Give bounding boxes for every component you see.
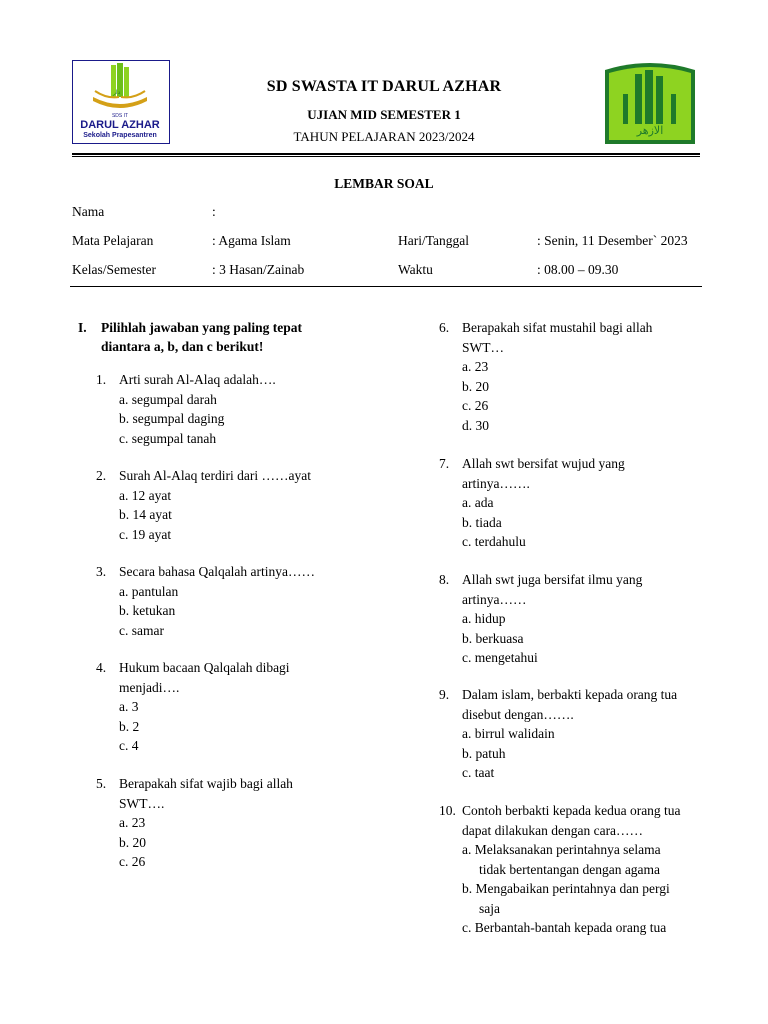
answer-option: b. 20 — [119, 834, 146, 850]
question-text: Berapakah sifat wajib bagi allah — [119, 776, 293, 791]
answer-option: a. 23 — [462, 359, 489, 374]
answer-option: c. 4 — [119, 738, 139, 753]
question-text: artinya……. — [462, 475, 530, 491]
answer-option: a. hidup — [462, 611, 506, 626]
answer-option: b. 2 — [119, 718, 140, 734]
answer-option: c. samar — [119, 622, 164, 638]
answer-option: c. mengetahui — [462, 650, 538, 665]
question-number: 10. — [439, 803, 456, 818]
mapel-value: : Agama Islam — [212, 233, 291, 248]
svg-text:DARUL AZHAR: DARUL AZHAR — [80, 119, 160, 131]
answer-option: a. 23 — [119, 815, 146, 830]
answer-option: c. 26 — [462, 398, 489, 413]
answer-option: d. 30 — [462, 417, 489, 433]
svg-text:Sekolah Prapesantren: Sekolah Prapesantren — [83, 132, 157, 139]
question-number: 6. — [439, 320, 450, 335]
question-number: 4. — [96, 660, 107, 675]
question-text: SWT…. — [119, 795, 165, 811]
answer-option: c. 26 — [119, 854, 146, 869]
answer-option: b. berkuasa — [462, 630, 524, 646]
question-text: dapat dilakukan dengan cara…… — [462, 822, 644, 838]
answer-option: a. pantulan — [119, 583, 179, 599]
question-text: Secara bahasa Qalqalah artinya…… — [119, 564, 316, 579]
question-text: artinya…… — [462, 591, 527, 607]
section-instruction-line1: Pilihlah jawaban yang paling tepat — [101, 320, 303, 335]
answer-option: b. segumpal daging — [119, 411, 225, 426]
answer-option: c. taat — [462, 765, 495, 780]
mapel-label: Mata Pelajaran — [72, 233, 154, 248]
kelas-label: Kelas/Semester — [72, 262, 156, 277]
answer-option: tidak bertentangan dengan agama — [479, 861, 661, 877]
answer-option: b. ketukan — [119, 603, 176, 618]
info-divider — [70, 286, 702, 287]
question-number: 2. — [96, 468, 107, 483]
question-text: Contoh berbakti kepada kedua orang tua — [462, 803, 681, 818]
question-text: Dalam islam, berbakti kepada orang tua — [462, 687, 678, 702]
question-text: Berapakah sifat mustahil bagi allah — [462, 320, 653, 335]
hari-value: : Senin, 11 Desember` 2023 — [537, 233, 688, 248]
question-text: Allah swt bersifat wujud yang — [462, 456, 625, 471]
question-text: Allah swt juga bersifat ilmu yang — [462, 572, 643, 587]
answer-option: c. Berbantah-bantah kepada orang tua — [462, 920, 667, 935]
answer-option: a. 3 — [119, 699, 139, 714]
question-text: SWT… — [462, 339, 504, 355]
answer-option: b. tiada — [462, 514, 502, 530]
answer-option: b. patuh — [462, 745, 506, 761]
section-instruction-line2: diantara a, b, dan c berikut! — [101, 339, 264, 354]
answer-option: c. terdahulu — [462, 534, 526, 549]
answer-option: c. segumpal tanah — [119, 430, 217, 446]
question-number: 9. — [439, 687, 450, 702]
question-text: disebut dengan……. — [462, 706, 574, 722]
answer-option: a. birrul walidain — [462, 726, 555, 741]
hari-label: Hari/Tanggal — [398, 233, 470, 248]
answer-option: b. Mengabaikan perintahnya dan pergi — [462, 881, 670, 896]
answer-option: b. 20 — [462, 378, 489, 394]
question-number: 8. — [439, 572, 450, 587]
svg-text:ﺩﺍﺭ: ﺩﺍﺭ — [113, 89, 121, 96]
waktu-label: Waktu — [398, 262, 433, 277]
nama-value: : — [212, 204, 216, 219]
question-number: 7. — [439, 456, 450, 471]
answer-option: saja — [479, 900, 500, 916]
exam-title: UJIAN MID SEMESTER 1 — [307, 107, 461, 122]
question-text: Surah Al-Alaq terdiri dari ……ayat — [119, 468, 311, 483]
answer-option: a. ada — [462, 495, 494, 510]
question-text: Hukum bacaan Qalqalah dibagi — [119, 660, 290, 675]
answer-option: c. 19 ayat — [119, 526, 172, 542]
waktu-value: : 08.00 – 09.30 — [537, 262, 619, 277]
answer-option: a. segumpal darah — [119, 391, 217, 407]
svg-text:MODERN ISLAMIC EDUCATION COLLE: MODERN ISLAMIC EDUCATION COLLEGE — [614, 140, 686, 144]
kelas-value: : 3 Hasan/Zainab — [212, 262, 305, 277]
answer-option: b. 14 ayat — [119, 507, 172, 522]
header-divider-thick — [72, 153, 700, 155]
question-number: 5. — [96, 776, 107, 791]
svg-text:SDS IT: SDS IT — [111, 113, 129, 119]
question-number: 1. — [96, 372, 107, 387]
question-text: Arti surah Al-Alaq adalah…. — [119, 372, 276, 387]
sheet-title: LEMBAR SOAL — [334, 176, 434, 191]
svg-text:ﺍﻻﺯﻫﺮ: ﺍﻻﺯﻫﺮ — [636, 124, 664, 137]
answer-option: a. 12 ayat — [119, 487, 172, 503]
question-number: 3. — [96, 564, 107, 579]
section-number: I. — [78, 320, 87, 335]
school-year: TAHUN PELAJARAN 2023/2024 — [293, 129, 475, 144]
school-name: SD SWASTA IT DARUL AZHAR — [266, 78, 502, 95]
question-text: menjadi…. — [119, 679, 180, 695]
nama-label: Nama — [72, 204, 105, 219]
answer-option: a. Melaksanakan perintahnya selama — [462, 842, 661, 857]
header-divider-thin — [72, 156, 700, 157]
